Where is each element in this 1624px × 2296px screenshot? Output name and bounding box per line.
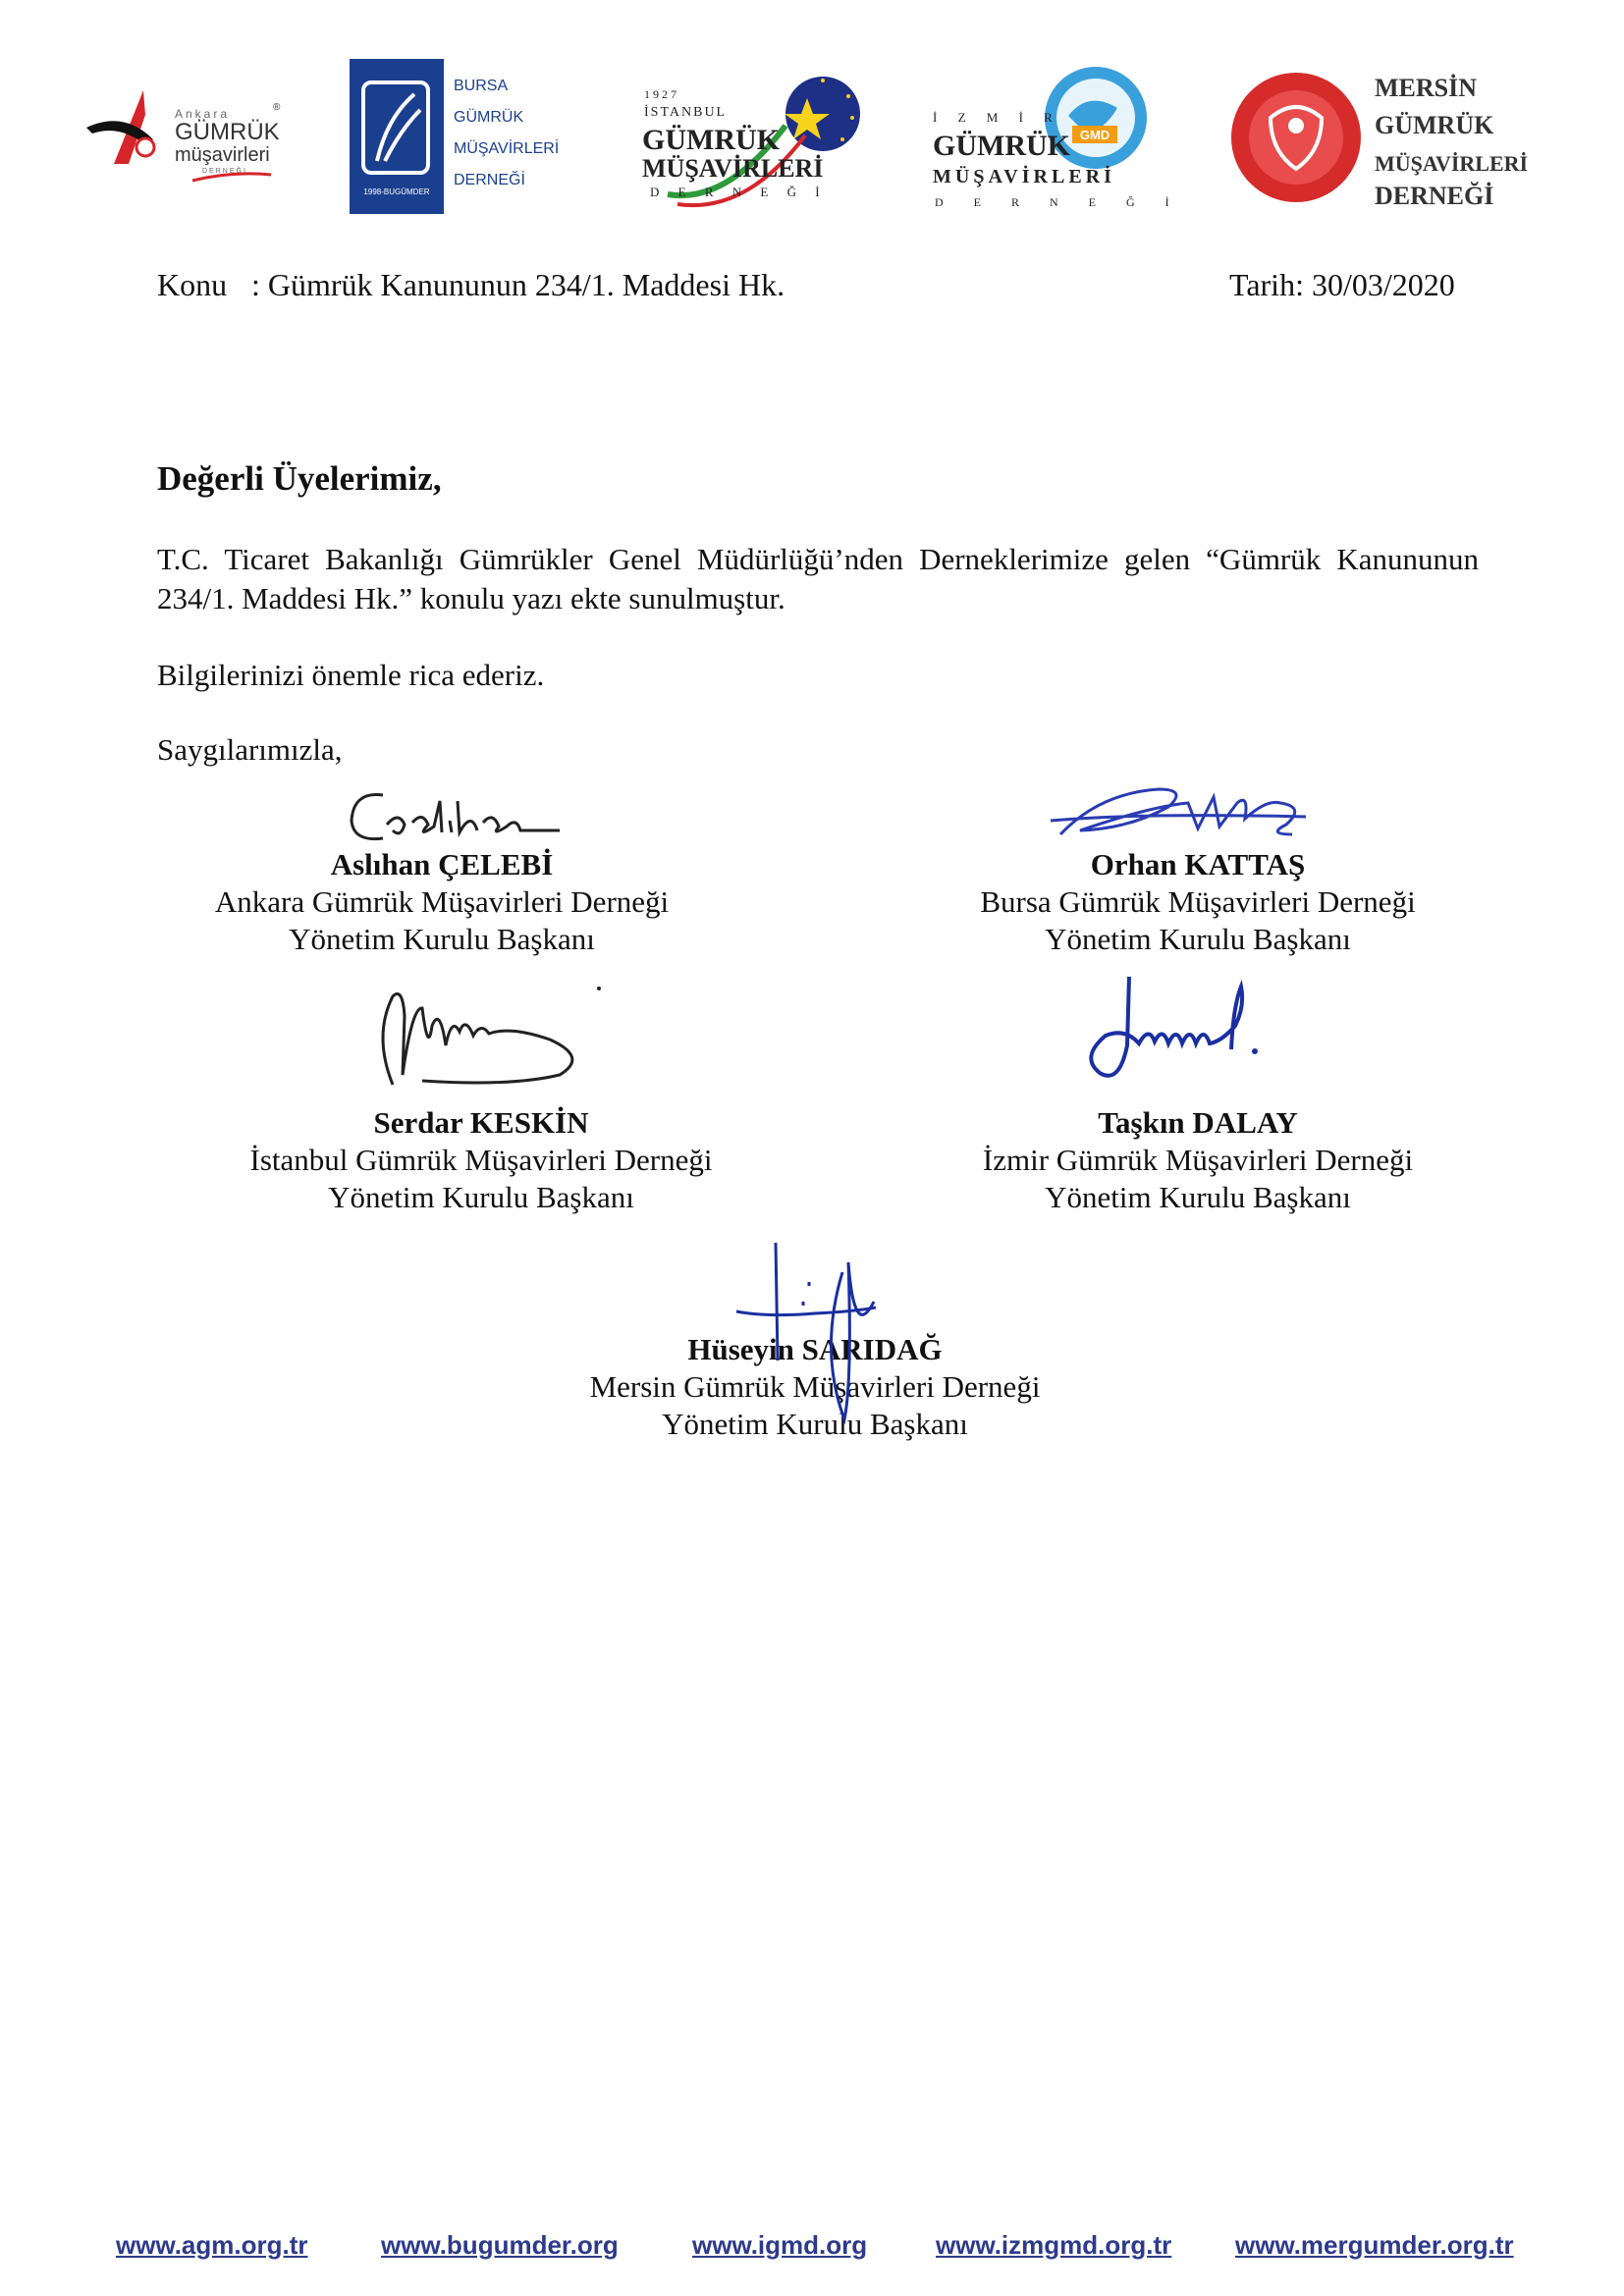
- subject-text: : Gümrük Kanununun 234/1. Maddesi Hk.: [251, 267, 785, 302]
- ankara-logo-city: Ankara: [175, 107, 231, 121]
- paragraph-request: Bilgilerinizi önemle rica ederiz.: [157, 658, 545, 692]
- footer-link-igmd[interactable]: www.igmd.org: [692, 2230, 868, 2260]
- izmir-logo-gumruk: GÜMRÜK: [933, 130, 1070, 162]
- signatory-org-mersin: Mersin Gümrük Müşavirleri Derneği: [589, 1369, 1041, 1404]
- izmir-logo-city: İ Z M İ R: [933, 110, 1061, 125]
- ankara-logo-dernegi: DERNEĞİ: [202, 168, 247, 175]
- mersin-logo-line1: MERSİN: [1375, 74, 1478, 102]
- ankara-logo-gumruk: GÜMRÜK: [175, 119, 280, 145]
- signatory-name-izmir: Taşkın DALAY: [1098, 1105, 1298, 1140]
- signature-block-istanbul: [157, 1104, 805, 1216]
- signature-mersin: [707, 1243, 903, 1439]
- bursa-logo-line2: GÜMRÜK: [454, 109, 524, 126]
- signature-ankara: [344, 781, 599, 850]
- signatory-org-istanbul: İstanbul Gümrük Müşavirleri Derneği: [249, 1143, 713, 1177]
- bursa-logo-tagline: 1998-BUGÜMDER: [363, 187, 430, 196]
- ankara-logo: [84, 71, 291, 188]
- istanbul-logo-year: 1 9 2 7: [644, 87, 677, 101]
- signatory-title-istanbul: Yönetim Kurulu Başkanı: [328, 1180, 634, 1214]
- signature-istanbul: [363, 977, 609, 1095]
- greeting: Değerli Üyelerimiz,: [157, 459, 442, 498]
- signatory-org-bursa: Bursa Gümrük Müşavirleri Derneği: [980, 884, 1416, 919]
- signatory-org-izmir: İzmir Gümrük Müşavirleri Derneği: [982, 1143, 1414, 1177]
- bursa-logo-line3: MÜŞAVİRLERİ: [454, 140, 560, 157]
- paragraph-main: T.C. Ticaret Bakanlığı Gümrükler Genel Müdürlüğü’nden Derneklerimize gelen “Gümrük Kanununun 234/1. Maddesi Hk.” konulu yazı ekte sunulmuştur.: [157, 542, 1479, 615]
- istanbul-logo-dernegi: D E R N E Ğ İ: [650, 185, 828, 199]
- signature-block-ankara: [157, 846, 727, 958]
- mersin-logo-line3: MÜŞAVİRLERİ: [1375, 151, 1529, 176]
- footer-link-bugumder[interactable]: www.bugumder.org: [381, 2230, 619, 2260]
- footer-link-agm[interactable]: www.agm.org.tr: [116, 2230, 308, 2260]
- signature-block-mersin: [491, 1331, 1139, 1443]
- signatory-title-bursa: Yönetim Kurulu Başkanı: [1045, 922, 1351, 956]
- footer-links: [0, 2230, 1624, 2269]
- signatory-title-mersin: Yönetim Kurulu Başkanı: [662, 1407, 968, 1441]
- istanbul-logo-musavirleri: MÜŞAVİRLERİ: [642, 154, 824, 183]
- signatory-title-izmir: Yönetim Kurulu Başkanı: [1045, 1180, 1351, 1214]
- izmir-logo-badge: GMD: [1079, 128, 1110, 142]
- footer-link-mergumder[interactable]: www.mergumder.org.tr: [1235, 2230, 1514, 2260]
- signature-izmir: [1070, 967, 1306, 1095]
- izmir-logo: [931, 57, 1183, 219]
- signature-block-bursa: [943, 846, 1453, 958]
- mersin-logo: [1227, 57, 1529, 219]
- svg-text:®: ®: [273, 102, 281, 113]
- signature-block-izmir: [943, 1104, 1453, 1216]
- bursa-logo-line1: BURSA: [454, 78, 509, 94]
- bursa-logo: [350, 59, 560, 214]
- signatory-title-ankara: Yönetim Kurulu Başkanı: [289, 922, 595, 956]
- signatory-org-ankara: Ankara Gümrük Müşavirleri Derneği: [214, 884, 670, 919]
- ankara-logo-musavirleri: müşavirleri: [175, 144, 270, 166]
- signature-bursa: [1041, 774, 1326, 852]
- izmir-logo-musavirleri: MÜŞAVİRLERİ: [933, 166, 1115, 187]
- istanbul-logo-gumruk: GÜMRÜK: [642, 124, 780, 156]
- letter-date: Tarih: 30/03/2020: [1229, 267, 1455, 302]
- signatory-name-ankara: Aslıhan ÇELEBİ: [330, 847, 554, 881]
- footer-link-izmgmd[interactable]: www.izmgmd.org.tr: [936, 2230, 1172, 2260]
- istanbul-logo: [638, 57, 864, 219]
- signatory-name-mersin: Hüseyin SARIDAĞ: [687, 1332, 943, 1366]
- mersin-logo-line2: GÜMRÜK: [1375, 111, 1494, 139]
- signatory-name-istanbul: Serdar KESKİN: [373, 1105, 589, 1140]
- bursa-logo-line4: DERNEĞİ: [454, 172, 525, 188]
- closing: Saygılarımızla,: [157, 732, 343, 767]
- subject-label: Konu: [157, 267, 228, 302]
- izmir-logo-dernegi: D E R N E Ğ İ: [935, 195, 1183, 209]
- mersin-logo-line4: DERNEĞİ: [1375, 182, 1494, 210]
- signatory-name-bursa: Orhan KATTAŞ: [1090, 847, 1306, 881]
- istanbul-logo-city: İSTANBUL: [644, 105, 728, 120]
